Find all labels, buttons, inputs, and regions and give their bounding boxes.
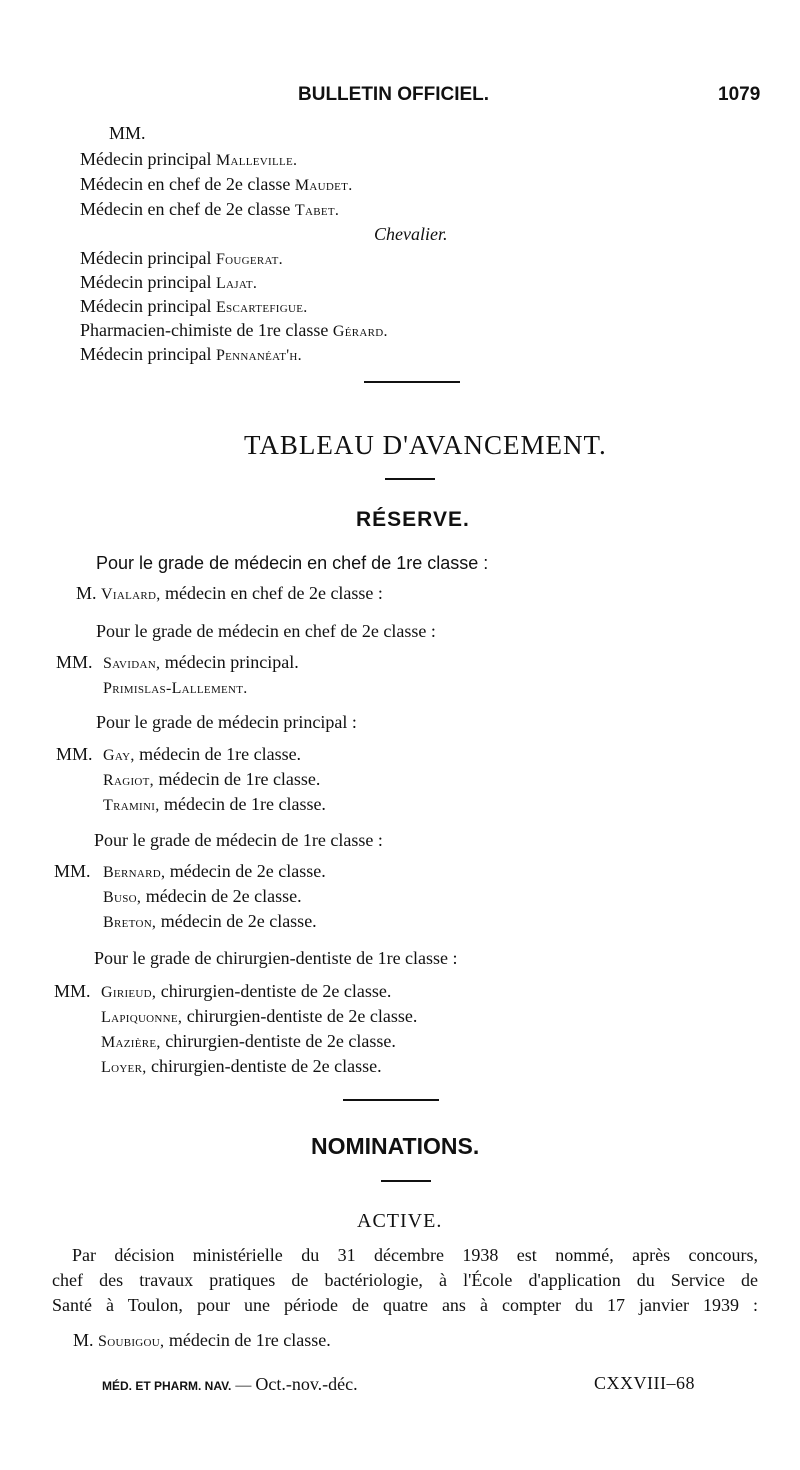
nominee: Girieud, chirurgien-dentiste de 2e classe.: [101, 981, 392, 1001]
nominee: Mazière, chirurgien-dentiste de 2e classe.: [101, 1031, 396, 1051]
grade-heading: Pour le grade de chirurgien-dentiste de 1re classe :: [94, 948, 458, 968]
mm-label: MM.: [109, 123, 146, 143]
chevalier-heading: Chevalier.: [374, 224, 448, 244]
mm-prefix: MM.: [54, 981, 91, 1001]
decision-line: Santé à Toulon, pour une période de quatre ans à compter du 17 janvier 1939 :: [52, 1295, 758, 1315]
grade-heading: Pour le grade de médecin en chef de 2e classe :: [96, 621, 436, 641]
grade-heading: Pour le grade de médecin de 1re classe :: [94, 830, 383, 850]
grade-heading: Pour le grade de médecin principal :: [96, 712, 357, 732]
section-title: TABLEAU D'AVANCEMENT.: [244, 430, 607, 460]
section-subtitle: ACTIVE.: [357, 1210, 443, 1232]
footer-left: MÉD. ET PHARM. NAV. — Oct.-nov.-déc.: [102, 1374, 358, 1394]
section-subtitle: RÉSERVE.: [356, 508, 470, 531]
title-underline: [381, 1180, 431, 1182]
mm-prefix: MM.: [54, 861, 91, 881]
nominee: Primislas-Lallement.: [103, 680, 248, 697]
nominee: Ragiot, médecin de 1re classe.: [103, 769, 321, 789]
appointee: M. Soubigou, médecin de 1re classe.: [73, 1330, 331, 1350]
nominee: Gay, médecin de 1re classe.: [103, 744, 302, 764]
nominee: Loyer, chirurgien-dentiste de 2e classe.: [101, 1056, 382, 1076]
mm-prefix: MM.: [56, 744, 93, 764]
nominee: Savidan, médecin principal.: [103, 652, 299, 672]
list-item: Pharmacien-chimiste de 1re classe Gérard.: [80, 320, 388, 340]
page-number: 1079: [718, 84, 761, 105]
footer-signature: CXXVIII–68: [594, 1373, 695, 1393]
list-item: Médecin principal Fougerat.: [80, 248, 283, 268]
nominee: M. Vialard, médecin en chef de 2e classe :: [76, 583, 383, 603]
nominee: Bernard, médecin de 2e classe.: [103, 861, 326, 881]
mm-prefix: MM.: [56, 652, 93, 672]
nominee: Lapiquonne, chirurgien-dentiste de 2e classe.: [101, 1006, 418, 1026]
nominee: Breton, médecin de 2e classe.: [103, 911, 317, 931]
nominee: Tramini, médecin de 1re classe.: [103, 794, 326, 814]
list-item: Médecin en chef de 2e classe Maudet.: [80, 174, 353, 194]
section-divider: [364, 381, 460, 383]
list-item: Médecin principal Pennanéat'h.: [80, 344, 302, 364]
list-item: Médecin en chef de 2e classe Tabet.: [80, 199, 340, 219]
running-title: BULLETIN OFFICIEL.: [298, 84, 490, 105]
decision-line: chef des travaux pratiques de bactériologie, à l'École d'application du Service de: [52, 1270, 758, 1290]
nominee: Buso, médecin de 2e classe.: [103, 886, 302, 906]
section-title: NOMINATIONS.: [311, 1133, 480, 1159]
section-divider: [343, 1099, 439, 1101]
decision-line: Par décision ministérielle du 31 décembre 1938 est nommé, après concours,: [72, 1245, 758, 1265]
list-item: Médecin principal Malleville.: [80, 149, 298, 169]
title-underline: [385, 478, 435, 480]
grade-heading: Pour le grade de médecin en chef de 1re classe :: [96, 553, 489, 573]
list-item: Médecin principal Lajat.: [80, 272, 258, 292]
list-item: Médecin principal Escartefigue.: [80, 296, 308, 316]
